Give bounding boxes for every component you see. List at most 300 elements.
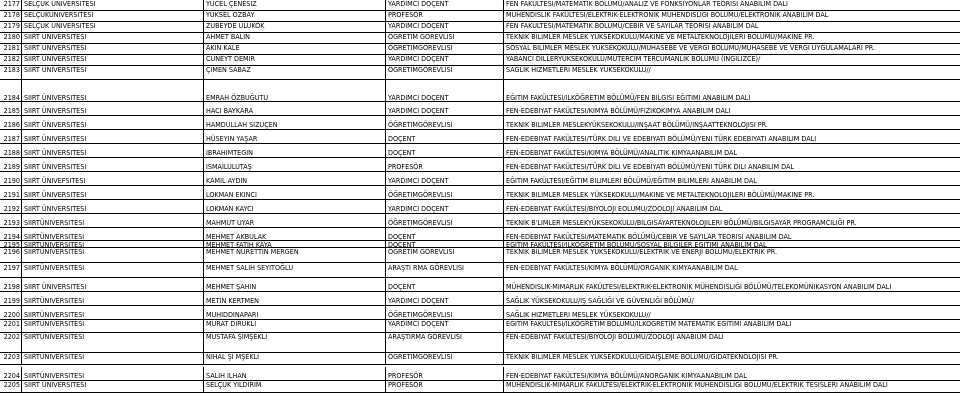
university-cell-text: SIIRTÜNIVERSITESI — [24, 264, 85, 272]
row-number-text: 2189 — [3, 163, 20, 171]
academic-title-cell — [386, 33, 504, 44]
department-cell — [504, 102, 960, 116]
university-cell-text: SIIRT ÜNIVERSITESI — [24, 107, 87, 115]
department-cell-text: TEKNIK BILIMLER MESLEKYÜKSEKOKULU/INŞAAT BÖLÜMÜ/INŞAATTEKNOLOJISI PR. — [506, 121, 768, 129]
person-name-cell-text: MEHMET NURETTIN MERGEN — [206, 248, 299, 256]
university-cell — [22, 80, 204, 102]
department-cell-text: EĞITIM FAKÜLTESI/EĞITIM BILIMLERI BÖLÜMÜ/EĞITIM BILIMLERI ANABILIM DAL — [506, 177, 757, 185]
row-number-text: 2205 — [3, 381, 20, 389]
university-cell — [22, 144, 204, 158]
table-row — [0, 80, 960, 102]
row-number — [0, 248, 22, 263]
academic-title-cell-text: ÖĞRETIMGÖREVLISI — [388, 66, 453, 74]
department-cell — [504, 33, 960, 44]
row-number — [0, 172, 22, 186]
person-name-cell-text: NIHAL ŞI MŞEKLI — [206, 353, 260, 361]
academic-title-cell-text: ARAŞTI RMA GÖREVLISI — [388, 264, 464, 272]
row-number — [0, 306, 22, 320]
person-name-cell — [204, 22, 386, 33]
row-number — [0, 102, 22, 116]
department-cell — [504, 44, 960, 55]
person-name-cell-text: MEHMET AKBULAK — [206, 233, 267, 241]
person-name-cell — [204, 116, 386, 130]
academic-title-cell — [386, 306, 504, 320]
row-number-text: 2192 — [3, 205, 20, 213]
academic-title-cell-text: YARDIMCI DOÇENT — [388, 22, 449, 30]
person-name-cell-text: LOKMAN EKINCI — [206, 191, 257, 199]
table-row — [0, 228, 960, 241]
department-cell — [504, 116, 960, 130]
table-row — [0, 33, 960, 44]
university-cell-text: SIIRTÜNIVERSITESI — [24, 219, 85, 227]
university-cell — [22, 22, 204, 33]
department-cell — [504, 130, 960, 144]
academic-title-cell-text: PROFESÖR — [388, 11, 423, 19]
university-cell-text: SIIRT ÜNIVERSITESI — [24, 55, 87, 63]
department-cell — [504, 214, 960, 228]
university-cell — [22, 263, 204, 278]
university-cell — [22, 44, 204, 55]
academic-title-cell-text: DOÇENT — [388, 241, 416, 248]
department-cell-text: SAĞLIK HIZMETLERI MESLEK YÜKSEKOKULU// — [506, 311, 651, 319]
row-number — [0, 55, 22, 66]
row-number — [0, 214, 22, 228]
table-row — [0, 130, 960, 144]
person-name-cell — [204, 80, 386, 102]
academic-title-cell — [386, 248, 504, 263]
table-row — [0, 367, 960, 381]
academic-title-cell — [386, 0, 504, 11]
person-name-cell — [204, 381, 386, 393]
department-cell — [504, 186, 960, 200]
university-cell-text: SIIRT ÜNIVERSITESI — [24, 149, 87, 157]
person-name-cell — [204, 44, 386, 55]
person-name-cell — [204, 320, 386, 333]
department-cell — [504, 353, 960, 365]
department-cell-text: FEN-EDEBIYAT FAKÜLTESI/KIMYA BÖLÜMÜ/ANALITIK KIMYAANABILIM DAL — [506, 149, 737, 157]
table-row — [0, 186, 960, 200]
person-name-cell-text: AHMET BALIN — [206, 33, 250, 41]
academic-title-cell — [386, 353, 504, 365]
department-cell — [504, 248, 960, 263]
department-cell-text: FEN-EDEBIYAT FAKÜLTESI/TÜRK DILI VE EDEBIYATI BÖLÜMÜ/YENI TÜRK EDEBIYATI ANABILIM DALI — [506, 135, 817, 143]
department-cell — [504, 292, 960, 306]
table-row — [0, 158, 960, 172]
university-cell-text: SIIRTÜNIVERSITESI — [24, 353, 85, 361]
person-name-cell-text: MAHMUT UYAR — [206, 219, 255, 227]
row-number-text: 2197 — [3, 264, 20, 272]
university-cell-text: SELÇUK ÜNIVERSITESI — [24, 22, 96, 30]
academic-title-cell — [386, 11, 504, 22]
department-cell — [504, 200, 960, 214]
row-number-text: 2203 — [3, 353, 20, 361]
academic-title-cell — [386, 130, 504, 144]
university-cell-text: SIIRTÜNIVERSITESI — [24, 248, 85, 256]
university-cell-text: SIIRT ÜNIVERSITESI — [24, 94, 87, 102]
university-cell — [22, 241, 204, 248]
university-cell — [22, 228, 204, 241]
academic-title-cell-text: DOÇENT — [388, 135, 416, 143]
row-number — [0, 381, 22, 393]
academic-title-cell — [386, 55, 504, 66]
academic-title-cell — [386, 102, 504, 116]
row-number-text: 2198 — [3, 283, 20, 291]
academic-title-cell-text: ÖĞRETIMGÖREVLISI — [388, 191, 453, 199]
row-number — [0, 292, 22, 306]
department-cell — [504, 0, 960, 11]
table-row — [0, 44, 960, 55]
department-cell — [504, 333, 960, 353]
row-number — [0, 66, 22, 80]
row-number — [0, 263, 22, 278]
academic-title-cell — [386, 158, 504, 172]
academic-title-cell — [386, 278, 504, 292]
university-cell-text: SIIRT ÜNIVERSITESI — [24, 44, 87, 52]
university-cell-text: SELÇUK ÜNIVERSITESI — [24, 0, 96, 8]
table-row — [0, 333, 960, 353]
person-name-cell-text: MURAT DIRUKLI — [206, 320, 257, 328]
table-row — [0, 11, 960, 22]
university-cell — [22, 306, 204, 320]
row-number — [0, 116, 22, 130]
academic-title-cell — [386, 241, 504, 248]
department-cell — [504, 306, 960, 320]
university-cell — [22, 116, 204, 130]
academic-title-cell-text: YARDIMCI DOÇENT — [388, 297, 449, 305]
department-cell — [504, 367, 960, 381]
row-number — [0, 130, 22, 144]
row-number-text: 2191 — [3, 191, 20, 199]
table-row — [0, 116, 960, 130]
academic-title-cell-text: PROFESÖR — [388, 372, 423, 380]
academic-title-cell — [386, 116, 504, 130]
academic-title-cell — [386, 214, 504, 228]
university-cell — [22, 11, 204, 22]
department-cell-text: FEN-EDEBIYAT FAKÜLTESI/MATEMATIK BÖLÜMÜ/CEBIR VE SAYILAR TEORISI ANABILIM DAL — [506, 233, 792, 241]
department-cell-text: FEN-EDEBIYAT FAKÜLTESI/BIYOLOJI EOLUMU/ZOOLOJI ANABILIM DAL — [506, 205, 723, 213]
person-name-cell-text: ÇIMEN SABAZ — [206, 66, 251, 74]
row-number-text: 2178 — [3, 11, 20, 19]
academic-title-cell-text: DOÇENT — [388, 283, 416, 291]
row-number-text: 2196 — [3, 248, 20, 256]
academic-title-cell-text: DOÇENT — [388, 233, 416, 241]
table-row — [0, 353, 960, 365]
person-name-cell-text: AKIN KALE — [206, 44, 240, 52]
row-number-text: 2190 — [3, 177, 20, 185]
department-cell — [504, 22, 960, 33]
table-row — [0, 66, 960, 80]
university-cell-text: SIIRTÜNIVERSITESI — [24, 311, 85, 319]
university-cell-text: SIIRT ÜNIVERSITESI — [24, 121, 87, 129]
academic-title-cell-text: DOÇENT — [388, 149, 416, 157]
university-cell-text: SIIRT ÜNIVERSITESI — [24, 381, 87, 389]
row-number-text: 2187 — [3, 135, 20, 143]
person-name-cell — [204, 278, 386, 292]
university-cell — [22, 381, 204, 393]
university-cell — [22, 353, 204, 365]
row-number-text: 2180 — [3, 33, 20, 41]
department-cell — [504, 381, 960, 393]
row-number — [0, 228, 22, 241]
table-row — [0, 55, 960, 66]
row-number — [0, 186, 22, 200]
row-number-text: 2200 — [3, 311, 20, 319]
row-number-text: 2199 — [3, 297, 20, 305]
person-name-cell — [204, 333, 386, 353]
department-cell — [504, 144, 960, 158]
academic-title-cell-text: ÖĞRETIMGÖREVLISI — [388, 44, 453, 52]
department-cell-text: FEN-EDEBIYAT FAKÜLTESI/KIMYA BÖLÜMÜ/FIZIKOKIMYA ANABILIM DALI — [506, 107, 731, 115]
person-name-cell — [204, 11, 386, 22]
academic-title-cell — [386, 367, 504, 381]
academic-title-cell-text: ÖĞRETIM GÖREVLISI — [388, 248, 455, 256]
academic-title-cell — [386, 44, 504, 55]
person-name-cell — [204, 200, 386, 214]
academic-title-cell-text: ÖĞRETIMGÖREVLISI — [388, 121, 453, 129]
person-name-cell — [204, 33, 386, 44]
person-name-cell — [204, 66, 386, 80]
table-row — [0, 22, 960, 33]
row-number — [0, 353, 22, 365]
academic-title-cell-text: PROFESÖR — [388, 163, 423, 171]
row-number — [0, 44, 22, 55]
department-cell — [504, 228, 960, 241]
academic-title-cell-text: YARDIMCI DOÇENT — [388, 177, 449, 185]
person-name-cell — [204, 0, 386, 11]
department-cell-text: FEN FAKÜLTESI/MATEMATIK BÖLÜMÜ/CEBIR VE SAYILAR TEORISI ANABILIM DAL — [506, 22, 759, 30]
university-cell — [22, 333, 204, 353]
table-row — [0, 214, 960, 228]
academic-title-cell-text: ÖĞRETIMGÖREVLISI — [388, 353, 453, 361]
person-name-cell — [204, 353, 386, 365]
university-cell — [22, 214, 204, 228]
person-name-cell — [204, 241, 386, 248]
department-cell-text: TEKNIK B'LIMLER MESLEKYÜKSEKOKULU/BILGISAYARTEKNOLOJILERI BÖLÜMÜ/BILGISAYAR PROGRAMCILIĞI PR. — [506, 219, 857, 227]
university-cell — [22, 158, 204, 172]
row-number-text: 2184 — [3, 94, 20, 102]
academic-title-cell — [386, 22, 504, 33]
academic-title-cell-text: ÖĞRETIMGÖREVLISI — [388, 311, 453, 319]
row-number-text: 2185 — [3, 107, 20, 115]
row-number-text: 2186 — [3, 121, 20, 129]
academic-title-cell — [386, 333, 504, 353]
academic-title-cell — [386, 200, 504, 214]
university-cell-text: SELÇUKÜNIVERSITESI — [24, 11, 94, 19]
university-cell — [22, 33, 204, 44]
university-cell — [22, 186, 204, 200]
university-cell — [22, 367, 204, 381]
university-cell-text: SIIRT ÜNIVERSITESI — [24, 163, 87, 171]
department-cell — [504, 172, 960, 186]
row-number-text: 2204 — [3, 372, 20, 380]
university-cell-text: SIIRT ÜNIVERSITESI — [24, 205, 87, 213]
person-name-cell — [204, 158, 386, 172]
row-number-text: 2194 — [3, 233, 20, 241]
university-cell — [22, 0, 204, 11]
person-name-cell — [204, 292, 386, 306]
university-cell-text: SIIRTÜNIVERSITESI — [24, 320, 85, 328]
department-cell — [504, 66, 960, 80]
department-cell-text: MÜHENDISLIK-MIMARLIK FAKÜLTESI/ELEKTRIK-ELEKTRONIK MÜHENDISLIĞI BÖLÜMÜ/ELEKTRIK TESISLERI ANABILIM DALI — [506, 381, 888, 389]
university-cell — [22, 55, 204, 66]
person-name-cell-text: HAMDULLAH SIZUÇEN — [206, 121, 278, 129]
department-cell-text: TEKNIK BILIMLER MESLEK YÜKSEKOKULU/GIDAIŞLEME BÖLÜMÜ/GIDATEKNOLOJISI PR. — [506, 353, 779, 361]
row-number — [0, 0, 22, 11]
university-cell — [22, 172, 204, 186]
academic-title-cell-text: ÖĞRETIMGÖREVLISI — [388, 219, 453, 227]
department-cell-text: TEKNIK BILIMLER MESLEK YÜKSEKOKULU/ELEKTRIK VE ENERJI BÖLÜMÜ/ELEKTRIK PR. — [506, 248, 778, 256]
table-row — [0, 263, 960, 278]
person-name-cell-text: SELÇUK YILDIRIM — [206, 381, 262, 389]
person-name-cell-text: SALIH ILHAN — [206, 372, 247, 380]
row-number — [0, 22, 22, 33]
academic-title-cell — [386, 320, 504, 333]
person-name-cell-text: YÜKSEL ÖZBAY — [206, 11, 255, 19]
university-cell — [22, 130, 204, 144]
department-cell-text: MÜHENDISLIK-MIMARLIK FAKÜLTESI/ELEKTRIK-ELEKTRONIK MÜHENDISLIĞI BÖLÜMÜ/TELEKOMÜNIKASYON ANABILIM DALI — [506, 283, 892, 291]
department-cell-text: YABANCI DILLERYÜKSEKOKULU/MÜTERCIM TERCÜMANLIK BÖLÜMÜ (INGILIZCE)/ — [506, 55, 761, 63]
department-cell — [504, 320, 960, 333]
university-cell-text: SIIRTÜNIVERSITESI — [24, 233, 85, 241]
department-cell-text: EĞITIM FAKÜLTESI/ILKÖĞRETIM BÖLÜMÜ/FEN BILGISI EĞITIMI ANABILIM DALI — [506, 94, 751, 102]
department-cell-text: SOSYAL BILIMLER MESLEK YÜKSEKOKULU/MUHASEBE VE VERGI BÖLÜMÜ/MUHASEBE VE VERGI UYGULAMALARI PR. — [506, 44, 876, 52]
row-number — [0, 367, 22, 381]
row-number-text: 2188 — [3, 149, 20, 157]
department-cell-text: FEN-EDEBIYAT FAKÜLTESI/KIMYA BÖLÜMÜ/ORGANIK KIMYAANABILIM DAL — [506, 264, 738, 272]
person-name-cell-text: KAMIL AYDIN — [206, 177, 248, 185]
row-number — [0, 200, 22, 214]
department-cell — [504, 241, 960, 248]
row-number-text: 2179 — [3, 22, 20, 30]
person-name-cell — [204, 214, 386, 228]
person-name-cell-text: HÜSEYIN YAŞAR — [206, 135, 258, 143]
university-cell — [22, 320, 204, 333]
table-row — [0, 172, 960, 186]
person-name-cell-text: HACI BAYKARA — [206, 107, 253, 115]
person-name-cell — [204, 55, 386, 66]
person-name-cell-text: ISMAILULUTAŞ — [206, 163, 252, 171]
department-cell — [504, 55, 960, 66]
academic-title-cell — [386, 66, 504, 80]
department-cell — [504, 158, 960, 172]
row-number — [0, 333, 22, 353]
row-number — [0, 320, 22, 333]
university-cell — [22, 102, 204, 116]
person-name-cell-text: MEHMET ŞAHIN — [206, 283, 257, 291]
person-name-cell — [204, 172, 386, 186]
person-name-cell — [204, 186, 386, 200]
row-number-text: 2195 — [3, 241, 20, 248]
university-cell-text: SIIRT ÜNIVERSITESI — [24, 283, 87, 291]
person-name-cell-text: MEHMET FATIH KAYA — [206, 241, 272, 248]
table-row — [0, 102, 960, 116]
person-name-cell-text: IBRAHIMTEGIN — [206, 149, 253, 157]
person-name-cell — [204, 306, 386, 320]
row-number — [0, 33, 22, 44]
university-cell-text: SIIRT ÜNIVERSITESI — [24, 135, 87, 143]
academic-title-cell — [386, 80, 504, 102]
department-cell — [504, 80, 960, 102]
department-cell-text: FEN-EDEBIYAT FAKÜLTESI/KIMYA BÖLÜMÜ/ANORGANIK KIMYAANABILIM DAL — [506, 372, 747, 380]
table-row — [0, 292, 960, 306]
academic-title-cell — [386, 228, 504, 241]
person-name-cell — [204, 102, 386, 116]
academic-title-cell-text: YARDIMCI DOÇENT — [388, 205, 449, 213]
row-number-text: 2183 — [3, 66, 20, 74]
academic-title-cell — [386, 144, 504, 158]
row-number-text: 2201 — [3, 320, 20, 328]
academic-title-cell-text: ÖĞRETIM GÖREVLISI — [388, 33, 455, 41]
department-cell-text: TEKNIK BILIMLER MESLEK YÜKSEKOKULU/MAKINE VE METALTEKNOLOJILERI BÖLÜMÜ/MAKINE PR. — [506, 33, 815, 41]
department-cell — [504, 278, 960, 292]
row-number — [0, 241, 22, 248]
university-cell — [22, 200, 204, 214]
person-name-cell-text: ZÜBEYDE ULUKÖK — [206, 22, 265, 30]
person-name-cell-text: MUHIDDINAPARI — [206, 311, 259, 319]
department-cell-text: SAĞLIK HIZMETLERI MESLEK YÜKSEKOKULU// — [506, 66, 651, 74]
academic-title-cell — [386, 263, 504, 278]
row-number-text: 2181 — [3, 44, 20, 52]
person-name-cell — [204, 228, 386, 241]
person-name-cell — [204, 144, 386, 158]
department-cell-text: TEKNIK BILIMLER MESLEK YÜKSEKOKULU/MAKINE VE METALTEKNOLOJILERI BÖLÜMÜ/MAKINE PR. — [506, 191, 815, 199]
table-row — [0, 306, 960, 320]
department-cell — [504, 263, 960, 278]
row-number — [0, 80, 22, 102]
academic-title-cell-text: YARDIMCI DOÇENT — [388, 94, 449, 102]
row-number — [0, 144, 22, 158]
person-name-cell-text: MUSTAFA ŞIMŞEKLI — [206, 333, 268, 341]
row-number-text: 2177 — [3, 0, 20, 8]
table-row — [0, 248, 960, 263]
academic-title-cell — [386, 381, 504, 393]
university-cell — [22, 278, 204, 292]
table-row — [0, 320, 960, 333]
academic-title-cell — [386, 186, 504, 200]
department-cell — [504, 11, 960, 22]
academic-title-cell-text: YARDIMCI DOÇENT — [388, 0, 449, 8]
table-row — [0, 200, 960, 214]
department-cell-text: SAĞLIK YÜKSEKOKULU/IŞ SAĞLIĞI VE GÜVENLIĞI BÖLÜMÜ/ — [506, 297, 694, 305]
university-cell — [22, 248, 204, 263]
row-number — [0, 11, 22, 22]
table-row — [0, 144, 960, 158]
row-number-text: 2182 — [3, 55, 20, 63]
table-row — [0, 241, 960, 248]
university-cell-text: SIIRTÜNIVERSITESI — [24, 333, 85, 341]
university-cell — [22, 292, 204, 306]
university-cell-text: SIIRT ÜNIVERSITESI — [24, 191, 87, 199]
academic-title-cell-text: YARDIMCI DOÇENT — [388, 320, 449, 328]
row-number-text: 2202 — [3, 333, 20, 341]
person-name-cell — [204, 130, 386, 144]
academic-title-cell — [386, 172, 504, 186]
person-name-cell-text: METIN KERTMEN — [206, 297, 260, 305]
department-cell-text: FEN FAKÜLTESI/MATEMATIK BÖLÜMÜ/ANALIZ VE FONKSIYONLAR TEORISI ANABILIM DALI — [506, 0, 788, 8]
person-name-cell — [204, 248, 386, 263]
person-name-cell-text: CÜNEYT DEMIR — [206, 55, 255, 63]
academic-title-cell-text: ARAŞTIRMA GÖREVLISI — [388, 333, 462, 341]
department-cell-text: MÜHENDISLIK FAKÜLTESI/ELEKTRIK-ELEKTRONIK MÜHENDISLIĞI BÖLÜMÜ/ELEKTRONIK ANABILIM DAL — [506, 11, 829, 19]
table-row — [0, 278, 960, 292]
table-row — [0, 0, 960, 11]
department-cell-text: FEN-EDEBIYAT FAKÜLTESI/BIYOLOJI BÖLÜMÜ/ZOOLOJI ANABIUM DALI — [506, 333, 724, 341]
university-cell-text: SIIRT ÜNIVERSITESI — [24, 33, 87, 41]
department-cell-text: FEN-EDEBIYAT FAKÜLTESI/TÜRK DILI VE EDEBIYATI BÖLÜMÜ/YENI TÜRK DILI ANABILIM DAL — [506, 163, 794, 171]
row-number — [0, 158, 22, 172]
person-name-cell-text: LOKMAN KAYCI — [206, 205, 254, 213]
university-cell-text: SIIRT ÜNIVEFSITESI — [24, 177, 86, 185]
